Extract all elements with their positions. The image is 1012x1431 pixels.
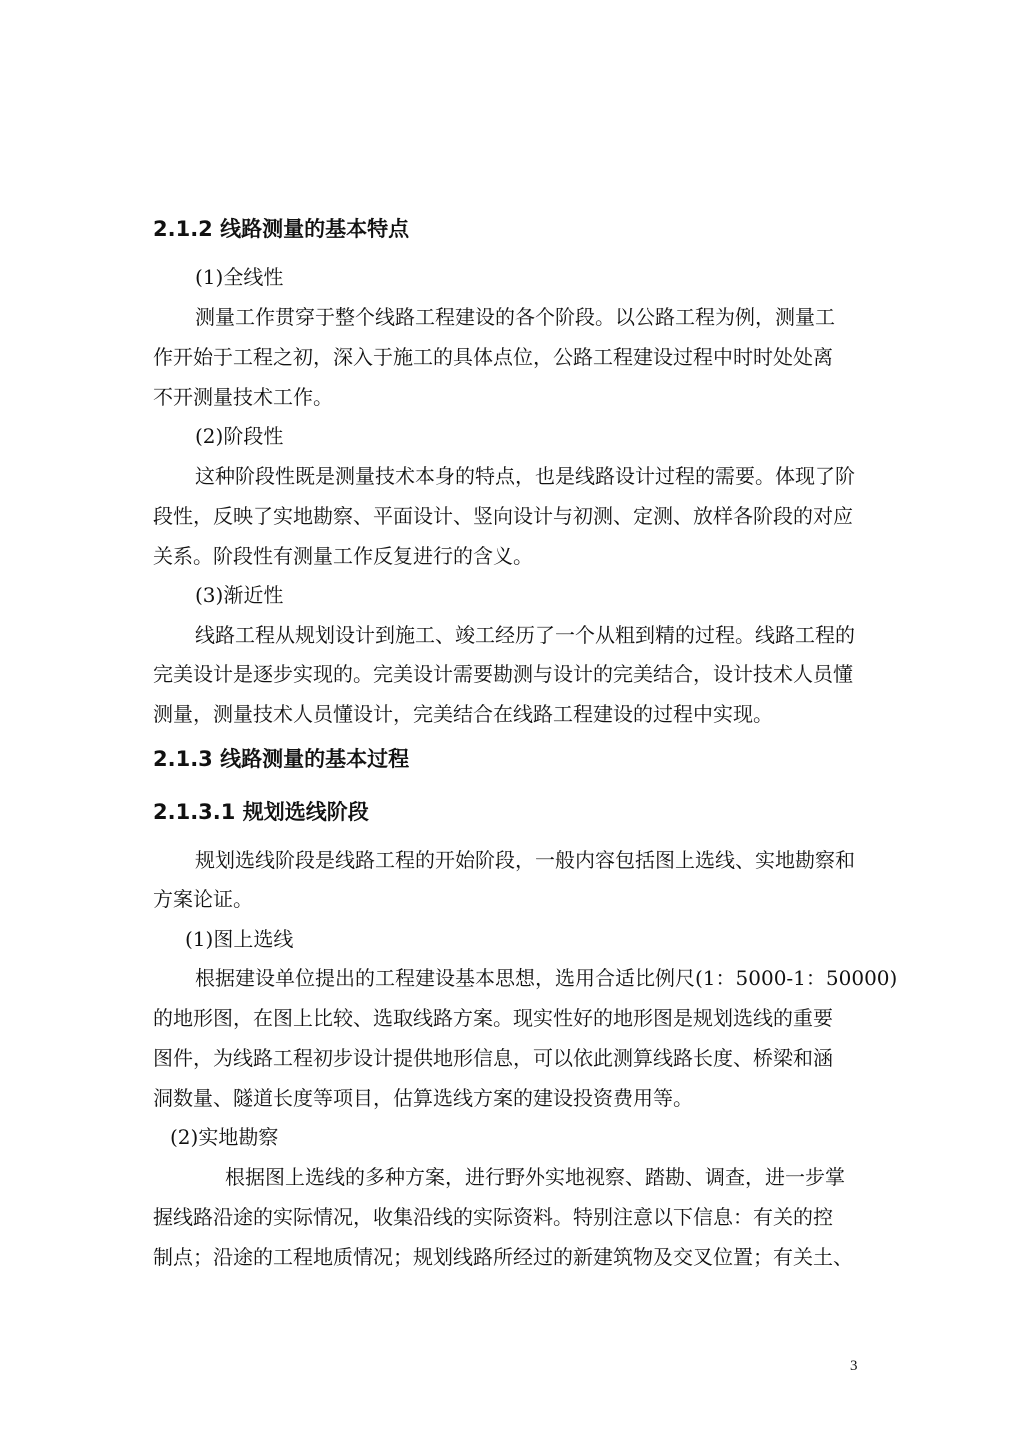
section-heading-2-1-3-1: 2.1.3.1 规划选线阶段 <box>153 800 369 824</box>
paragraph-line: 图件，为线路工程初步设计提供地形信息，可以依此测算线路长度、桥梁和涵 <box>153 1046 833 1070</box>
paragraph-line: 作开始于工程之初，深入于施工的具体点位，公路工程建设过程中时时处处离 <box>153 345 833 369</box>
item-label: (2)阶段性 <box>195 424 284 448</box>
paragraph-line: 完美设计是逐步实现的。完美设计需要勘测与设计的完美结合，设计技术人员懂 <box>153 662 853 686</box>
paragraph-line: 根据图上选线的多种方案，进行野外实地视察、踏勘、调查，进一步掌 <box>225 1165 845 1189</box>
paragraph-line: 洞数量、隧道长度等项目，估算选线方案的建设投资费用等。 <box>153 1086 693 1110</box>
item-label: (3)渐近性 <box>195 583 284 607</box>
paragraph-line: 根据建设单位提出的工程建设基本思想，选用合适比例尺(1：5000-1：50000) <box>195 966 898 990</box>
paragraph-line: 规划选线阶段是线路工程的开始阶段，一般内容包括图上选线、实地勘察和 <box>195 848 855 872</box>
item-label: (2)实地勘察 <box>170 1125 279 1149</box>
section-heading-2-1-3: 2.1.3 线路测量的基本过程 <box>153 747 410 771</box>
paragraph-line: 方案论证。 <box>153 887 253 911</box>
paragraph-line: 测量，测量技术人员懂设计，完美结合在线路工程建设的过程中实现。 <box>153 702 773 726</box>
paragraph-line: 测量工作贯穿于整个线路工程建设的各个阶段。以公路工程为例，测量工 <box>195 305 835 329</box>
paragraph-line: 握线路沿途的实际情况，收集沿线的实际资料。特别注意以下信息：有关的控 <box>153 1205 833 1229</box>
item-label: (1)全线性 <box>195 265 284 289</box>
section-heading-2-1-2: 2.1.2 线路测量的基本特点 <box>153 217 410 241</box>
paragraph-line: 这种阶段性既是测量技术本身的特点，也是线路设计过程的需要。体现了阶 <box>195 464 855 488</box>
paragraph-line: 段性，反映了实地勘察、平面设计、竖向设计与初测、定测、放样各阶段的对应 <box>153 504 853 528</box>
paragraph-line: 线路工程从规划设计到施工、竣工经历了一个从粗到精的过程。线路工程的 <box>195 623 855 647</box>
paragraph-line: 的地形图，在图上比较、选取线路方案。现实性好的地形图是规划选线的重要 <box>153 1006 833 1030</box>
paragraph-line: 不开测量技术工作。 <box>153 385 333 409</box>
paragraph-line: 制点；沿途的工程地质情况；规划线路所经过的新建筑物及交叉位置；有关土、 <box>153 1245 853 1269</box>
item-label: (1)图上选线 <box>185 927 294 951</box>
page-number: 3 <box>850 1358 858 1374</box>
paragraph-line: 关系。阶段性有测量工作反复进行的含义。 <box>153 544 533 568</box>
